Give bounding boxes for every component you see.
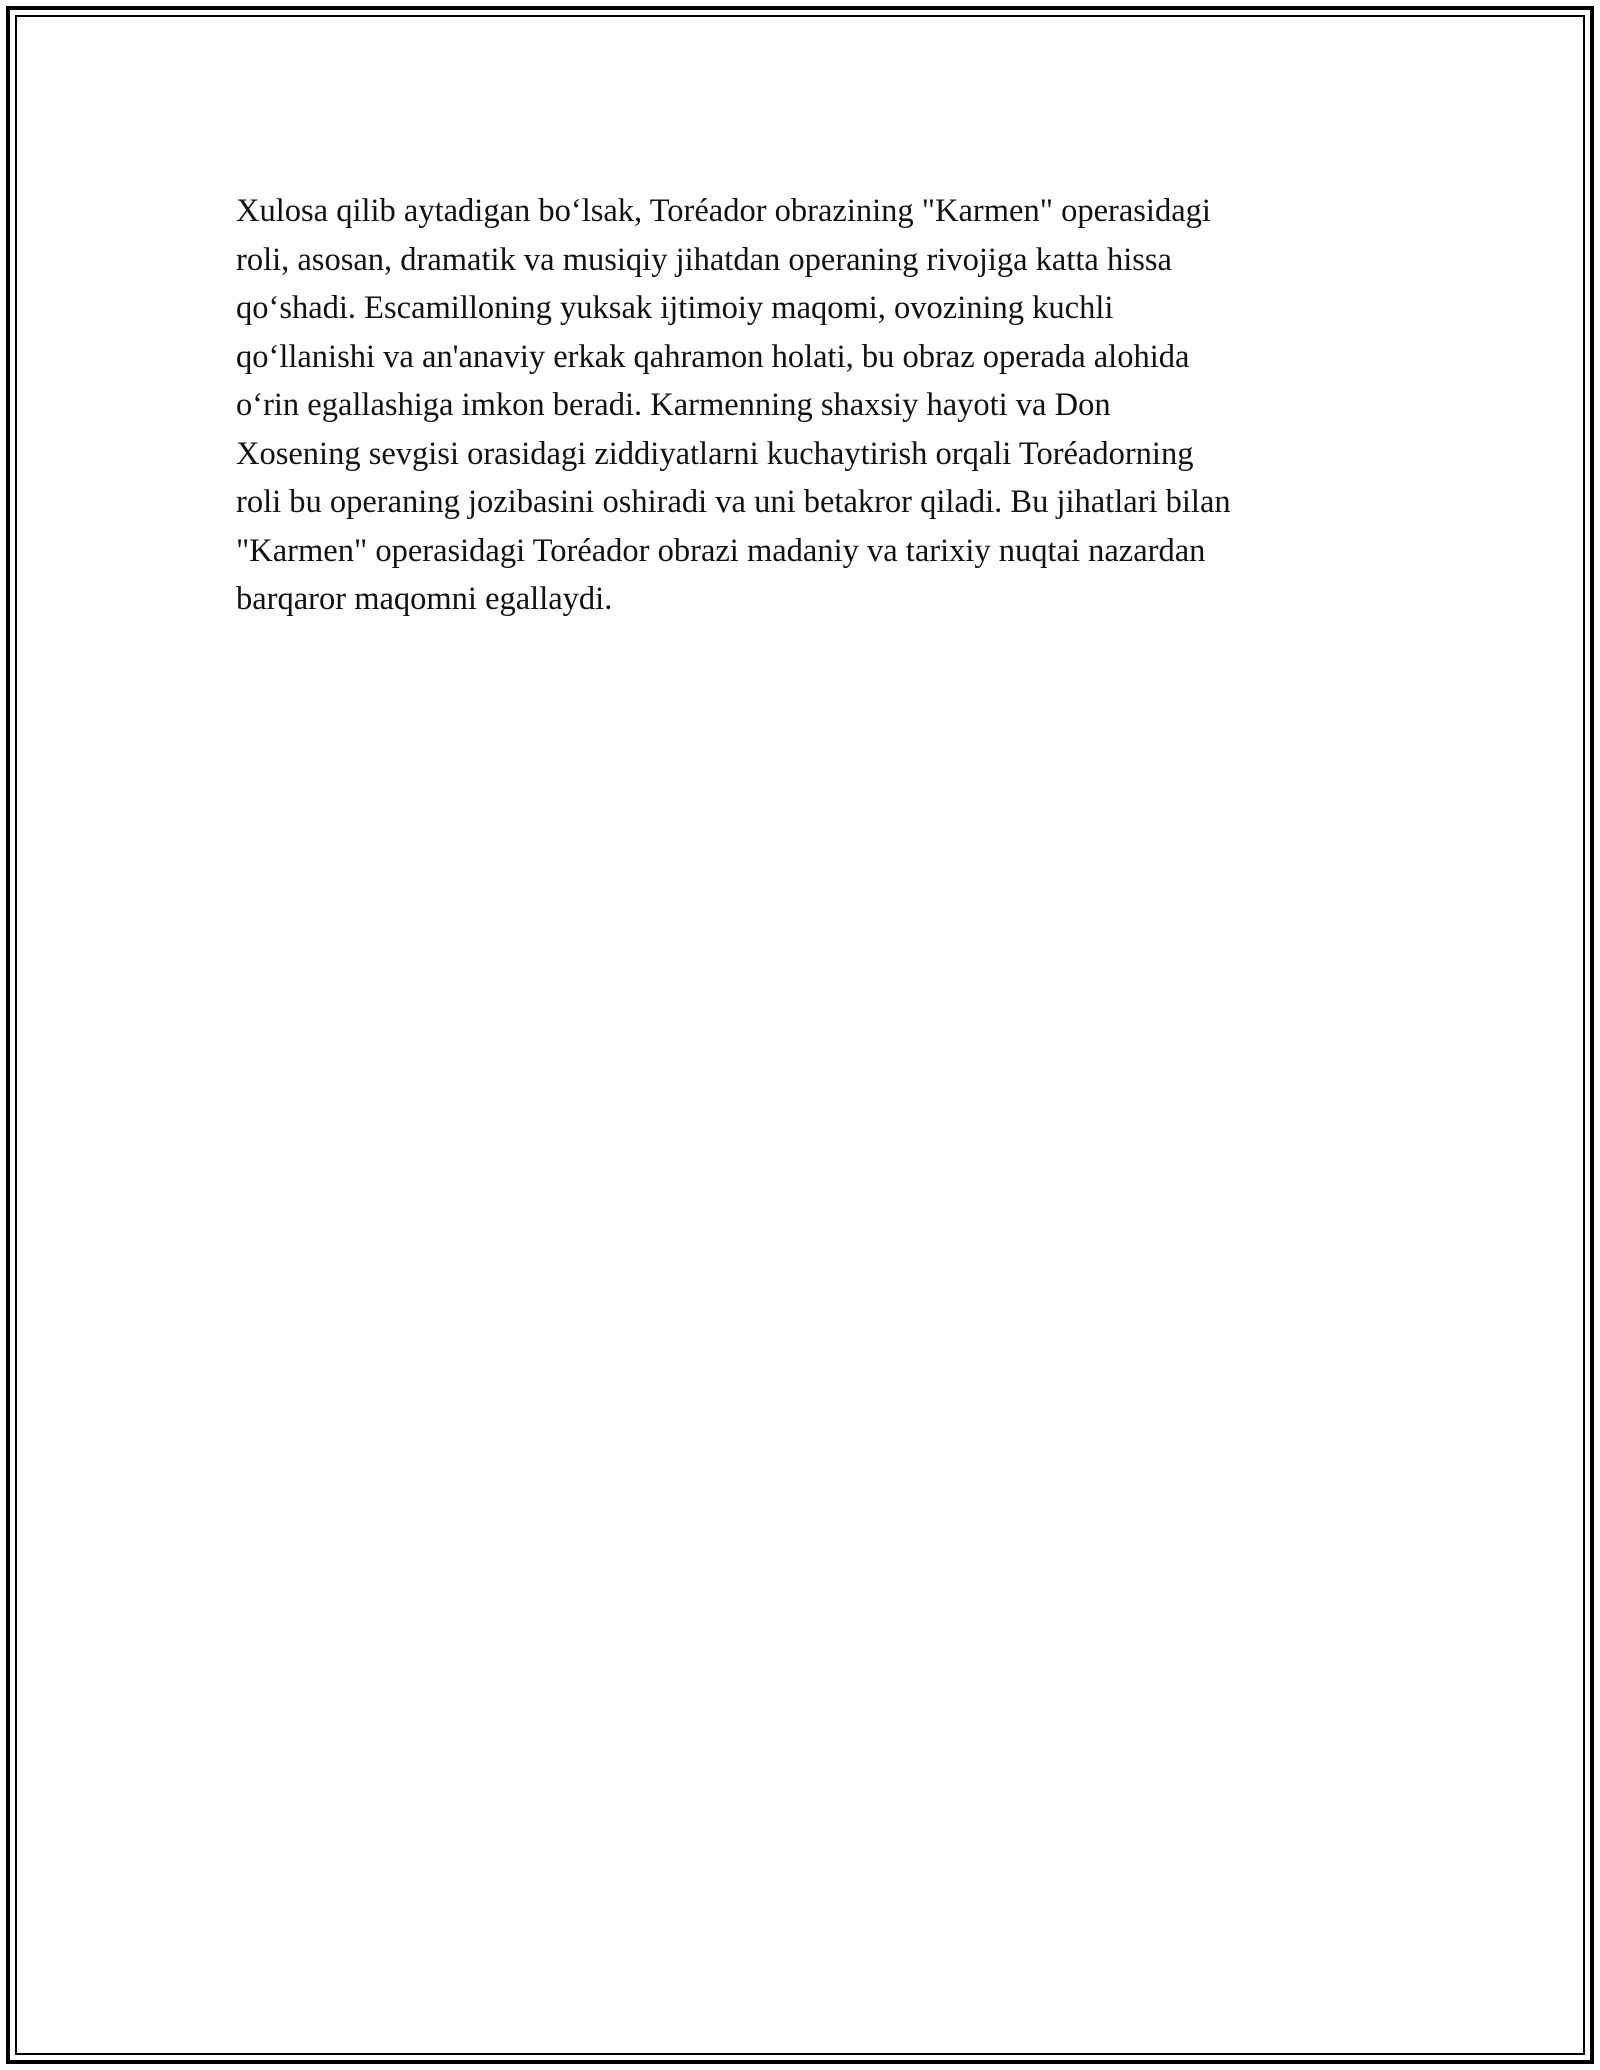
paragraph-line: "Karmen" operasidagi Toréador obrazi madaniy va tarixiy nuqtai nazardan (236, 532, 1206, 569)
paragraph-line: roli bu operaning jozibasini oshiradi va uni betakror qiladi. Bu jihatlari bilan (236, 484, 1231, 520)
paragraph-line: roli, asosan, dramatik va musiqiy jihatdan operaning rivojiga katta hissa (236, 241, 1172, 278)
paragraph-line: o‘rin egallashiga imkon beradi. Karmenning shaxsiy hayoti va Don (236, 387, 1111, 423)
paragraph-line: qo‘llanishi va an'anaviy erkak qahramon holati, bu obraz operada alohida (236, 338, 1190, 375)
paragraph-line: Xulosa qilib aytadigan bo‘lsak, Toréador obrazining "Karmen" operasidagi (236, 193, 1211, 229)
conclusion-paragraph (236, 187, 1366, 624)
paragraph-line: qo‘shadi. Escamilloning yuksak ijtimoiy maqomi, ovozining kuchli (236, 290, 1114, 326)
paragraph-line: Xosening sevgisi orasidagi ziddiyatlarni kuchaytirish orqali Toréadorning (236, 435, 1194, 472)
paragraph-line: barqaror maqomni egallaydi. (236, 581, 613, 617)
